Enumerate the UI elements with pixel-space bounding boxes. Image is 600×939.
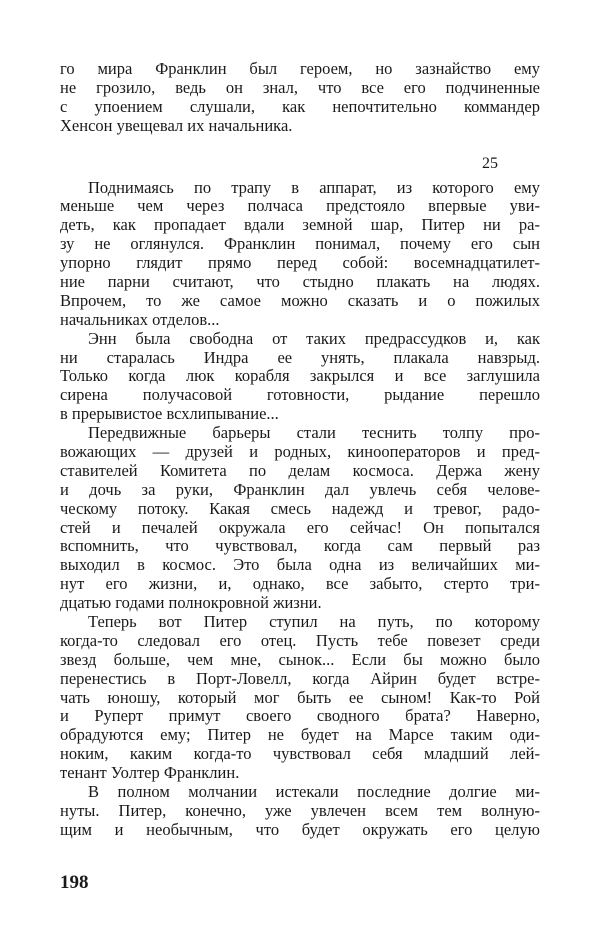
- paragraph: [60, 330, 540, 424]
- text-line: перенестись в Порт-Ловелл, когда Айрин будет встре-: [60, 668, 540, 688]
- text-line: тенант Уолтер Франклин.: [60, 763, 240, 783]
- text-line: зу не оглянулся. Франклин понимал, почему его сын: [60, 234, 540, 254]
- text-line: вспомнить, что чувствовал, когда сам первый раз: [60, 536, 540, 556]
- text-line: дцатью годами полнокровной жизни.: [60, 593, 322, 613]
- text-line: ноким, каким когда-то чувствовал себя младший лей-: [60, 744, 540, 764]
- text-line: стей и печалей окружала его сейчас! Он попытался: [60, 517, 540, 537]
- text-line: го мира Франклин был героем, но зазнайство ему: [60, 59, 540, 78]
- paragraph: [60, 424, 540, 613]
- text-line: Энн была свободна от таких предрассудков и, как: [88, 328, 540, 348]
- text-line: обрадуются ему; Питер не будет на Марсе таким оди-: [60, 725, 540, 745]
- text-line: и Руперт примут своего сводного брата? Наверно,: [60, 706, 540, 726]
- text-line: В полном молчании истекали последние долгие ми-: [88, 782, 540, 801]
- text-line: нуты. Питер, конечно, уже увлечен всем тем волную-: [60, 800, 540, 820]
- text-line: Впрочем, то же самое можно сказать и о пожилых: [60, 290, 540, 310]
- chapter-body: [60, 179, 540, 840]
- text-line: Хенсон увещевал их начальника.: [60, 115, 293, 135]
- text-line: в прерывистое всхлипывание...: [60, 404, 279, 424]
- text-line: меньше чем через полчаса предстояло впервые уви-: [60, 196, 540, 216]
- text-line: начальниках отделов...: [60, 309, 220, 329]
- chapter-number: 25: [482, 155, 498, 172]
- text-line: ни старалась Индра ее унять, плакала навзрыд.: [60, 347, 540, 367]
- text-line: не грозило, ведь он знал, что все его подчиненные: [60, 77, 540, 97]
- text-line: Поднимаясь по трапу в аппарат, из которого ему: [88, 177, 540, 197]
- text-line: выходил в космос. Это была одна из величайших ми-: [60, 555, 540, 575]
- text-line: ставителей Комитета по делам космоса. Держа жену: [60, 460, 540, 480]
- paragraph: [60, 783, 540, 840]
- text-line: Передвижные барьеры стали теснить толпу про-: [88, 423, 540, 443]
- text-line: ческому потоку. Какая смесь надежд и тревог, радо-: [60, 498, 540, 518]
- text-line: звезд больше, чем мне, сынок... Если бы можно было: [60, 649, 540, 669]
- paragraph: [60, 613, 540, 783]
- text-line: упорно глядит прямо перед собой: восемнадцатилет-: [60, 253, 540, 273]
- text-line: чать юношу, который мог быть ее сыном! Как-то Рой: [60, 687, 540, 707]
- text-line: сирена получасовой готовности, рыдание перешло: [60, 385, 540, 405]
- opening-text: [60, 60, 540, 136]
- text-line: с упоением слушали, как непочтительно коммандер: [60, 96, 540, 116]
- paragraph: [60, 179, 540, 330]
- text-line: Теперь вот Питер ступил на путь, по которому: [88, 611, 540, 631]
- text-line: деть, как пропадает вдали земной шар, Питер ни ра-: [60, 215, 540, 235]
- text-line: когда-то следовал его отец. Пусть тебе повезет среди: [60, 630, 540, 650]
- text-line: Только когда люк корабля закрылся и все заглушила: [60, 366, 540, 386]
- text-line: щим и необычным, что будет окружать его целую: [60, 819, 540, 839]
- text-line: нут его жизни, и, однако, все забыто, стерто три-: [60, 574, 540, 594]
- text-line: вожающих — друзей и родных, кинооператоров и пред-: [60, 441, 540, 461]
- text-line: и дочь за руки, Франклин дал увлечь себя челове-: [60, 479, 540, 499]
- page-number: 198: [60, 872, 89, 893]
- text-line: ние парни считают, что стыдно плакать на людях.: [60, 271, 540, 291]
